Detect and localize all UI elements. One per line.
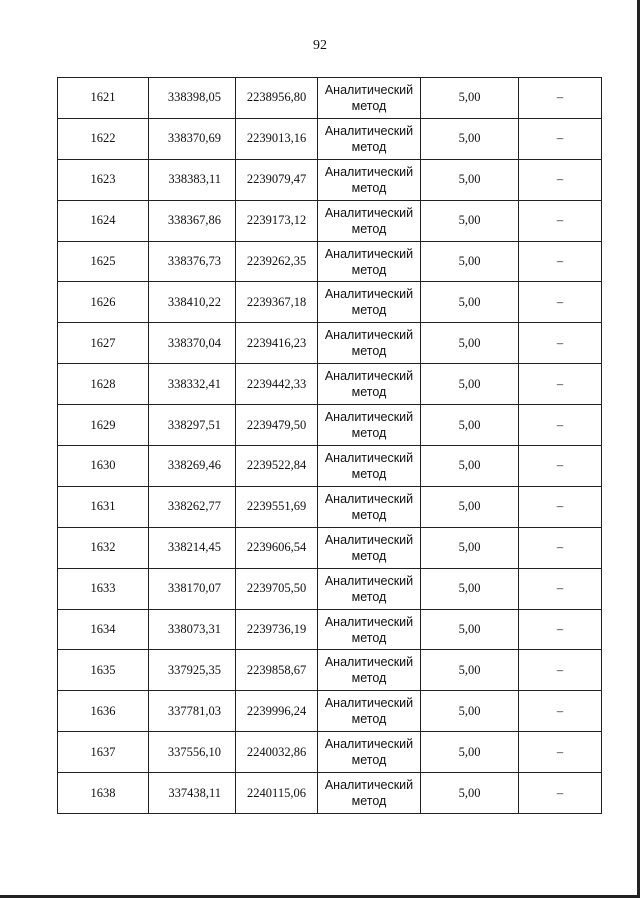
method-line: метод bbox=[351, 548, 387, 563]
method-line: метод bbox=[351, 589, 387, 604]
method-line: Аналитический bbox=[324, 164, 414, 179]
method-cell bbox=[318, 568, 421, 609]
method-cell bbox=[318, 200, 421, 241]
method-line: Аналитический bbox=[324, 123, 414, 138]
point-number-cell: 1631 bbox=[58, 486, 149, 527]
x-coordinate-cell: 337556,10 bbox=[149, 732, 236, 773]
table-row bbox=[58, 282, 602, 323]
method-line: Аналитический bbox=[324, 737, 414, 752]
method-line: метод bbox=[351, 180, 387, 195]
x-coordinate-cell: 338170,07 bbox=[149, 568, 236, 609]
point-number-cell: 1623 bbox=[58, 159, 149, 200]
method-cell bbox=[318, 241, 421, 282]
method-line: Аналитический bbox=[324, 410, 414, 425]
y-coordinate-cell: 2238956,80 bbox=[236, 78, 318, 119]
method-line: метод bbox=[351, 344, 387, 359]
point-number-cell: 1634 bbox=[58, 609, 149, 650]
note-cell: – bbox=[519, 282, 602, 323]
x-coordinate-cell: 338297,51 bbox=[149, 405, 236, 446]
point-number-cell: 1632 bbox=[58, 527, 149, 568]
point-number-cell: 1627 bbox=[58, 323, 149, 364]
method-cell bbox=[318, 78, 421, 119]
x-coordinate-cell: 338398,05 bbox=[149, 78, 236, 119]
method-line: метод bbox=[351, 426, 387, 441]
x-coordinate-cell: 338370,69 bbox=[149, 118, 236, 159]
table-row bbox=[58, 200, 602, 241]
method-line: метод bbox=[351, 385, 387, 400]
method-line: Аналитический bbox=[324, 205, 414, 220]
method-line: метод bbox=[351, 466, 387, 481]
accuracy-cell: 5,00 bbox=[421, 732, 519, 773]
table-row bbox=[58, 118, 602, 159]
accuracy-cell: 5,00 bbox=[421, 568, 519, 609]
method-line: метод bbox=[351, 303, 387, 318]
x-coordinate-cell: 338383,11 bbox=[149, 159, 236, 200]
method-line: Аналитический bbox=[324, 450, 414, 465]
method-line: метод bbox=[351, 794, 387, 809]
y-coordinate-cell: 2239079,47 bbox=[236, 159, 318, 200]
y-coordinate-cell: 2239479,50 bbox=[236, 405, 318, 446]
point-number-cell: 1624 bbox=[58, 200, 149, 241]
x-coordinate-cell: 338367,86 bbox=[149, 200, 236, 241]
coordinates-table-body bbox=[58, 78, 602, 814]
point-number-cell: 1626 bbox=[58, 282, 149, 323]
table-row bbox=[58, 405, 602, 446]
method-cell bbox=[318, 405, 421, 446]
method-cell bbox=[318, 732, 421, 773]
accuracy-cell: 5,00 bbox=[421, 282, 519, 323]
x-coordinate-cell: 338410,22 bbox=[149, 282, 236, 323]
point-number-cell: 1629 bbox=[58, 405, 149, 446]
method-line: Аналитический bbox=[324, 491, 414, 506]
accuracy-cell: 5,00 bbox=[421, 486, 519, 527]
note-cell: – bbox=[519, 78, 602, 119]
method-cell bbox=[318, 527, 421, 568]
method-line: метод bbox=[351, 712, 387, 727]
method-line: метод bbox=[351, 630, 387, 645]
method-line: метод bbox=[351, 671, 387, 686]
note-cell: – bbox=[519, 159, 602, 200]
method-line: метод bbox=[351, 98, 387, 113]
note-cell: – bbox=[519, 691, 602, 732]
note-cell: – bbox=[519, 364, 602, 405]
note-cell: – bbox=[519, 486, 602, 527]
x-coordinate-cell: 338370,04 bbox=[149, 323, 236, 364]
accuracy-cell: 5,00 bbox=[421, 364, 519, 405]
table-row bbox=[58, 364, 602, 405]
x-coordinate-cell: 337925,35 bbox=[149, 650, 236, 691]
accuracy-cell: 5,00 bbox=[421, 527, 519, 568]
table-row bbox=[58, 609, 602, 650]
x-coordinate-cell: 337438,11 bbox=[149, 773, 236, 814]
point-number-cell: 1621 bbox=[58, 78, 149, 119]
method-cell bbox=[318, 773, 421, 814]
note-cell: – bbox=[519, 446, 602, 487]
note-cell: – bbox=[519, 773, 602, 814]
y-coordinate-cell: 2239996,24 bbox=[236, 691, 318, 732]
method-cell bbox=[318, 323, 421, 364]
point-number-cell: 1628 bbox=[58, 364, 149, 405]
method-line: Аналитический bbox=[324, 328, 414, 343]
accuracy-cell: 5,00 bbox=[421, 78, 519, 119]
method-cell bbox=[318, 118, 421, 159]
accuracy-cell: 5,00 bbox=[421, 609, 519, 650]
y-coordinate-cell: 2239551,69 bbox=[236, 486, 318, 527]
method-line: Аналитический bbox=[324, 696, 414, 711]
x-coordinate-cell: 338332,41 bbox=[149, 364, 236, 405]
accuracy-cell: 5,00 bbox=[421, 405, 519, 446]
method-line: Аналитический bbox=[324, 246, 414, 261]
y-coordinate-cell: 2239522,84 bbox=[236, 446, 318, 487]
table-row bbox=[58, 732, 602, 773]
table-row bbox=[58, 650, 602, 691]
point-number-cell: 1630 bbox=[58, 446, 149, 487]
table-row bbox=[58, 159, 602, 200]
note-cell: – bbox=[519, 200, 602, 241]
accuracy-cell: 5,00 bbox=[421, 773, 519, 814]
method-cell bbox=[318, 282, 421, 323]
accuracy-cell: 5,00 bbox=[421, 241, 519, 282]
point-number-cell: 1637 bbox=[58, 732, 149, 773]
table-row bbox=[58, 446, 602, 487]
y-coordinate-cell: 2239367,18 bbox=[236, 282, 318, 323]
method-line: метод bbox=[351, 139, 387, 154]
method-line: метод bbox=[351, 507, 387, 522]
accuracy-cell: 5,00 bbox=[421, 323, 519, 364]
method-cell bbox=[318, 609, 421, 650]
method-cell bbox=[318, 691, 421, 732]
table-row bbox=[58, 486, 602, 527]
y-coordinate-cell: 2239606,54 bbox=[236, 527, 318, 568]
table-row bbox=[58, 323, 602, 364]
note-cell: – bbox=[519, 568, 602, 609]
table-row bbox=[58, 773, 602, 814]
note-cell: – bbox=[519, 405, 602, 446]
note-cell: – bbox=[519, 118, 602, 159]
point-number-cell: 1636 bbox=[58, 691, 149, 732]
method-cell bbox=[318, 364, 421, 405]
method-cell bbox=[318, 486, 421, 527]
method-line: Аналитический bbox=[324, 778, 414, 793]
point-number-cell: 1638 bbox=[58, 773, 149, 814]
method-line: Аналитический bbox=[324, 573, 414, 588]
accuracy-cell: 5,00 bbox=[421, 159, 519, 200]
point-number-cell: 1625 bbox=[58, 241, 149, 282]
x-coordinate-cell: 338214,45 bbox=[149, 527, 236, 568]
point-number-cell: 1622 bbox=[58, 118, 149, 159]
method-line: Аналитический bbox=[324, 82, 414, 97]
x-coordinate-cell: 338269,46 bbox=[149, 446, 236, 487]
method-line: метод bbox=[351, 262, 387, 277]
x-coordinate-cell: 338262,77 bbox=[149, 486, 236, 527]
page-number: 92 bbox=[313, 38, 327, 53]
method-line: метод bbox=[351, 221, 387, 236]
method-line: Аналитический bbox=[324, 614, 414, 629]
y-coordinate-cell: 2239173,12 bbox=[236, 200, 318, 241]
y-coordinate-cell: 2239013,16 bbox=[236, 118, 318, 159]
accuracy-cell: 5,00 bbox=[421, 118, 519, 159]
accuracy-cell: 5,00 bbox=[421, 446, 519, 487]
method-line: Аналитический bbox=[324, 655, 414, 670]
accuracy-cell: 5,00 bbox=[421, 650, 519, 691]
method-line: Аналитический bbox=[324, 287, 414, 302]
point-number-cell: 1635 bbox=[58, 650, 149, 691]
note-cell: – bbox=[519, 323, 602, 364]
y-coordinate-cell: 2239416,23 bbox=[236, 323, 318, 364]
y-coordinate-cell: 2239442,33 bbox=[236, 364, 318, 405]
note-cell: – bbox=[519, 241, 602, 282]
x-coordinate-cell: 337781,03 bbox=[149, 691, 236, 732]
y-coordinate-cell: 2239262,35 bbox=[236, 241, 318, 282]
note-cell: – bbox=[519, 609, 602, 650]
table-row bbox=[58, 78, 602, 119]
point-number-cell: 1633 bbox=[58, 568, 149, 609]
note-cell: – bbox=[519, 650, 602, 691]
method-line: метод bbox=[351, 753, 387, 768]
x-coordinate-cell: 338376,73 bbox=[149, 241, 236, 282]
method-line: Аналитический bbox=[324, 369, 414, 384]
y-coordinate-cell: 2240115,06 bbox=[236, 773, 318, 814]
method-cell bbox=[318, 650, 421, 691]
method-line: Аналитический bbox=[324, 532, 414, 547]
table-row bbox=[58, 568, 602, 609]
x-coordinate-cell: 338073,31 bbox=[149, 609, 236, 650]
coordinates-table bbox=[57, 77, 602, 814]
method-cell bbox=[318, 446, 421, 487]
table-row bbox=[58, 527, 602, 568]
y-coordinate-cell: 2239705,50 bbox=[236, 568, 318, 609]
table-row bbox=[58, 241, 602, 282]
y-coordinate-cell: 2239858,67 bbox=[236, 650, 318, 691]
y-coordinate-cell: 2240032,86 bbox=[236, 732, 318, 773]
accuracy-cell: 5,00 bbox=[421, 200, 519, 241]
note-cell: – bbox=[519, 527, 602, 568]
accuracy-cell: 5,00 bbox=[421, 691, 519, 732]
table-row bbox=[58, 691, 602, 732]
note-cell: – bbox=[519, 732, 602, 773]
method-cell bbox=[318, 159, 421, 200]
y-coordinate-cell: 2239736,19 bbox=[236, 609, 318, 650]
